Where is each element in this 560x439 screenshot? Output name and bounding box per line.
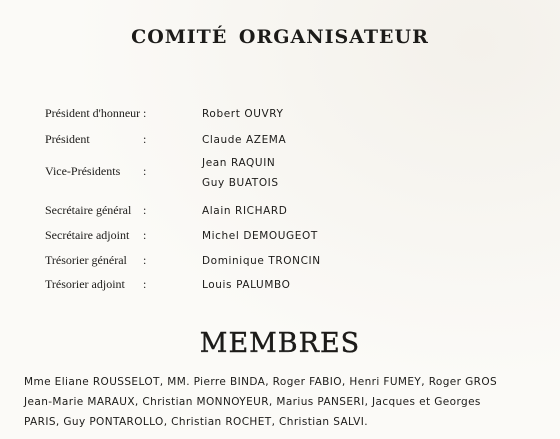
officer-role: Trésorier général [45, 253, 127, 267]
officer-row-tresorier-general [0, 253, 560, 273]
officer-colon: : [143, 228, 147, 242]
officer-name: Alain RICHARD [202, 205, 288, 217]
officer-colon: : [143, 277, 147, 291]
officer-name: Robert OUVRY [202, 108, 284, 120]
officer-row-president [0, 132, 560, 152]
members-heading: MEMBRES [199, 328, 361, 359]
officer-colon: : [143, 253, 147, 267]
officer-row-secretaire-adjoint [0, 228, 560, 248]
officer-role: Secrétaire adjoint [45, 228, 130, 242]
officer-role: Président [45, 132, 90, 146]
officer-role: Président d'honneur [45, 106, 141, 120]
officer-colon: : [143, 132, 147, 146]
page-title: COMITÉ ORGANISATEUR [131, 26, 429, 48]
officer-name: Guy BUATOIS [202, 177, 279, 189]
officer-role: Trésorier adjoint [45, 277, 125, 291]
officer-role: Secrétaire général [45, 203, 132, 217]
officer-row-tresorier-adjoint [0, 277, 560, 297]
officer-name: Jean RAQUIN [202, 157, 276, 169]
officer-name: Dominique TRONCIN [202, 255, 321, 267]
officer-row-president-honneur [0, 106, 560, 126]
officer-name: Claude AZEMA [202, 134, 287, 146]
officer-colon: : [143, 106, 147, 120]
members-line: PARIS, Guy PONTAROLLO, Christian ROCHET, Christian SALVI. [24, 416, 368, 428]
officer-colon: : [143, 164, 147, 178]
officer-row-vice-presidents [0, 157, 560, 204]
members-line: Mme Eliane ROUSSELOT, MM. Pierre BINDA, Roger FABIO, Henri FUMEY, Roger GROS [24, 376, 498, 388]
officer-colon: : [143, 203, 147, 217]
officer-name: Michel DEMOUGEOT [202, 230, 318, 242]
officer-role: Vice-Présidents [45, 164, 121, 178]
officer-row-secretaire-general [0, 203, 560, 223]
members-line: Jean-Marie MARAUX, Christian MONNOYEUR, Marius PANSERI, Jacques et Georges [24, 396, 481, 408]
officer-name: Louis PALUMBO [202, 279, 291, 291]
